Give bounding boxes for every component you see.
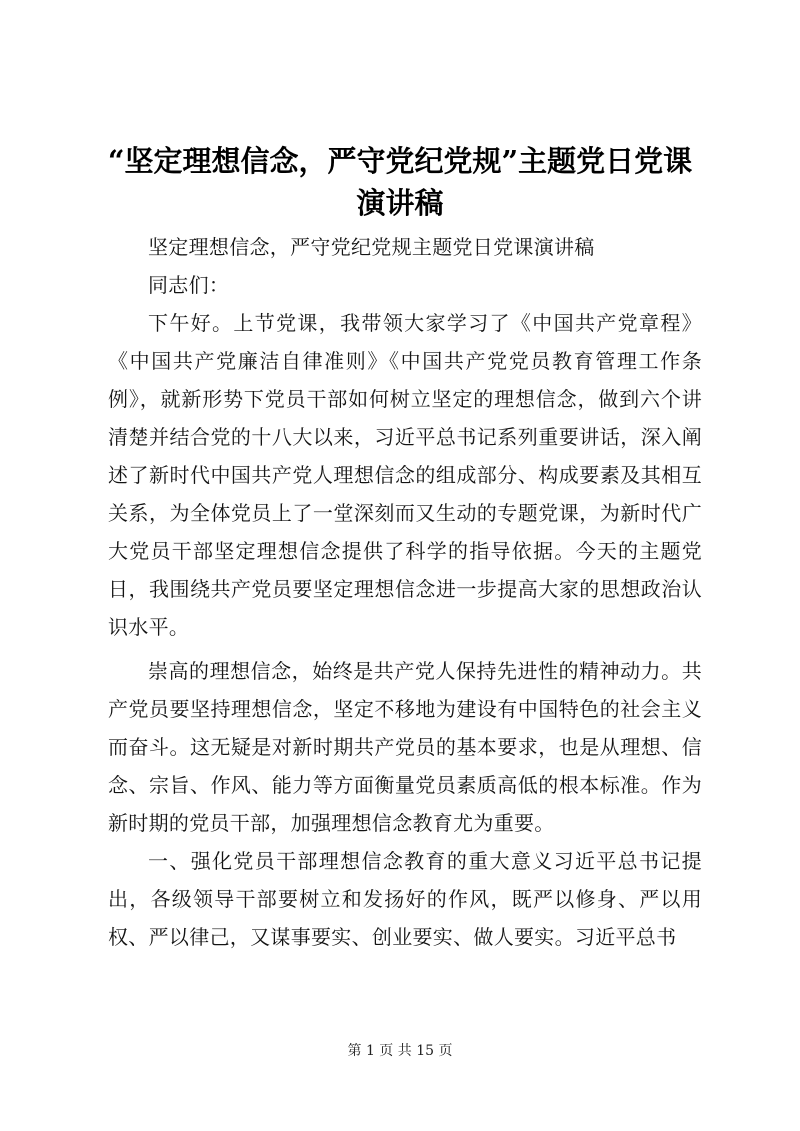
page-footer: 第 1 页 共 15 页: [347, 1043, 453, 1059]
body-paragraph-2: 崇高的理想信念，始终是共产党人保持先进性的精神动力。共产党员要坚持理想信念，坚定不移地为建设有中国特色的社会主义而奋斗。这无疑是对新时期共产党员的基本要求，也是从理想、信念、宗旨、作风、能力等方面衡量党员素质高低的根本标准。作为新时期的党员干部，加强理想信念教育尤为重要。: [108, 659, 702, 835]
salutation-paragraph: 同志们：: [148, 273, 230, 297]
body-paragraph-3: 一、强化党员干部理想信念教育的重大意义习近平总书记提出，各级领导干部要树立和发扬好的作风，既严以修身、严以用权、严以律己，又谋事要实、创业要实、做人要实。习近平总书: [108, 849, 702, 949]
body-paragraph-1: 下午好。上节党课，我带领大家学习了《中国共产党章程》《中国共产党廉洁自律准则》《中国共产党党员教育管理工作条例》，就新形势下党员干部如何树立坚定的理想信念，做到六个讲清楚并结合党的十八大以来，习近平总书记系列重要讲话，深入阐述了新时代中国共产党人理想信念的组成部分、构成要素及其相互关系，为全体党员上了一堂深刻而又生动的专题党课，为新时代广大党员干部坚定理想信念提供了科学的指导依据。今天的主题党日，我围绕共产党员要坚定理想信念进一步提高大家的思想政治认识水平。: [108, 311, 702, 639]
document-title: “坚定理想信念，严守党纪党规”主题党日党课演讲稿: [107, 144, 693, 220]
document-body: [108, 228, 702, 956]
subtitle-paragraph: 坚定理想信念，严守党纪党规主题党日党课演讲稿: [148, 235, 595, 259]
